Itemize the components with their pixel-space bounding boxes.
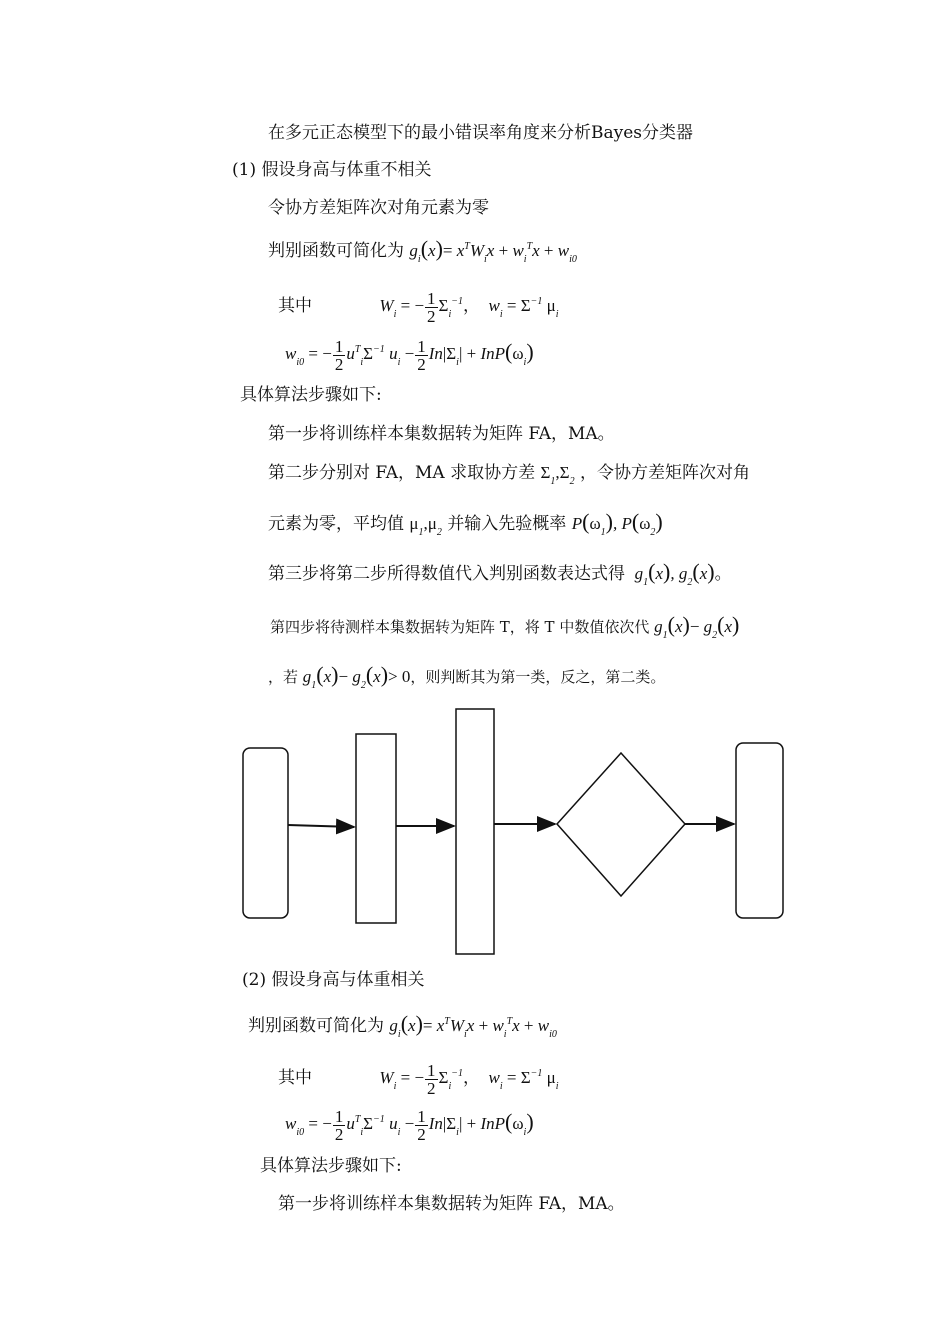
case1-step2-line1 [268,462,750,493]
step4-text-c: ，则判断其为第一类，反之，第二类。 [410,668,666,686]
flowchart [0,700,950,970]
case2-step1: 第一步将训练样本集数据转为矩阵 FA，MA。 [278,1194,625,1214]
g-pair: $g_1(x)$, $g_2(x)$ [630,559,715,588]
where-label: 其中 [278,296,312,317]
step2-text-a: 第二步分别对 FA，MA 求取协方差 [268,463,536,483]
case2-heading: (2) 假设身高与体重相关 [242,970,425,990]
step4-text-a: 第四步将待测样本集数据转为矩阵 T，将 T 中数值依次代 [270,618,650,636]
discriminant-formula: $g_i(x)= x^TW_ix + w_i^Tx + w_{i0}$ [409,236,577,265]
case1-steps-heading: 具体算法步骤如下: [240,385,382,405]
w0-formula: $w_{i0}$ = − $\frac{1}{2}$ $u^T_i\Sigma^{-1}$ $u_i$ − $\frac{1}{2}$ $In|\Sigma_i| + InP(\omega_i)$ [285,337,534,374]
mu-pair: $\mu_1,\mu_2$ [409,514,442,538]
where-label-2: 其中 [278,1068,312,1089]
intro-line: 在多元正态模型下的最小错误率角度来分析Bayes分类器 [268,123,694,143]
flow-decision-diamond [557,753,685,896]
case2-w0-line [285,1108,534,1144]
case1-line1: 令协方差矩阵次对角元素为零 [268,198,489,218]
case1-step2-line2 [268,511,663,544]
flow-arrow-1 [288,825,354,827]
step3-text: 第三步将第二步所得数值代入判别函数表达式得 [268,564,625,584]
step4-text-b: ，若 [268,668,299,686]
w0-formula-2: $w_{i0}$ = − $\frac{1}{2}$ $u^T_i\Sigma^{-1}$ $u_i$ − $\frac{1}{2}$ $In|\Sigma_i| + InP(\omega_i)$ [285,1107,534,1144]
case1-heading: (1) 假设身高与体重不相关 [232,160,432,180]
step2-text-c: 元素为零，平均值 [268,514,404,534]
case2-where-line [278,1062,559,1098]
discriminant-label-2: 判别函数可简化为 [248,1016,384,1036]
case1-step3 [268,561,732,594]
flow-process-box-1 [356,734,396,923]
W-formula-2: $W_i$ = − $\frac{1}{2}$ $\Sigma_i^{-1}$， $w_i = \Sigma^{-1}$ $\mu_i$ [379,1061,559,1098]
step2-text-b: ，令协方差矩阵次对角 [579,463,750,483]
step3-end: 。 [714,564,732,584]
flow-start-box [243,748,288,918]
case1-w0-line [285,338,534,374]
case2-steps-heading: 具体算法步骤如下: [260,1156,402,1176]
flow-process-box-2 [456,709,494,954]
flow-end-box [736,743,783,918]
discriminant-label: 判别函数可简化为 [268,241,404,261]
sigma-pair: $\Sigma_1,\Sigma_2$ [540,463,575,487]
discriminant-formula-2: $g_i(x)= x^TW_ix + w_i^Tx + w_{i0}$ [389,1011,557,1040]
case1-where-line [278,290,559,326]
prior-pair: $P(\omega_1)$, $P(\omega_2)$ [571,509,663,538]
g-diff-condition: $g_1(x)- g_2(x)> 0$ [302,662,411,691]
g-diff: $g_1(x)- g_2(x)$ [654,612,740,641]
W-formula: $W_i$ = − $\frac{1}{2}$ $\Sigma_i^{-1}$， $w_i = \Sigma^{-1}$ $\mu_i$ [379,289,559,326]
case1-step4-line2 [268,664,665,697]
case2-discriminant [248,1011,557,1046]
step2-text-d: 并输入先验概率 [447,514,567,534]
case1-step1: 第一步将训练样本集数据转为矩阵 FA，MA。 [268,424,615,444]
case1-step4-line1 [270,614,739,647]
case1-discriminant [268,236,577,271]
